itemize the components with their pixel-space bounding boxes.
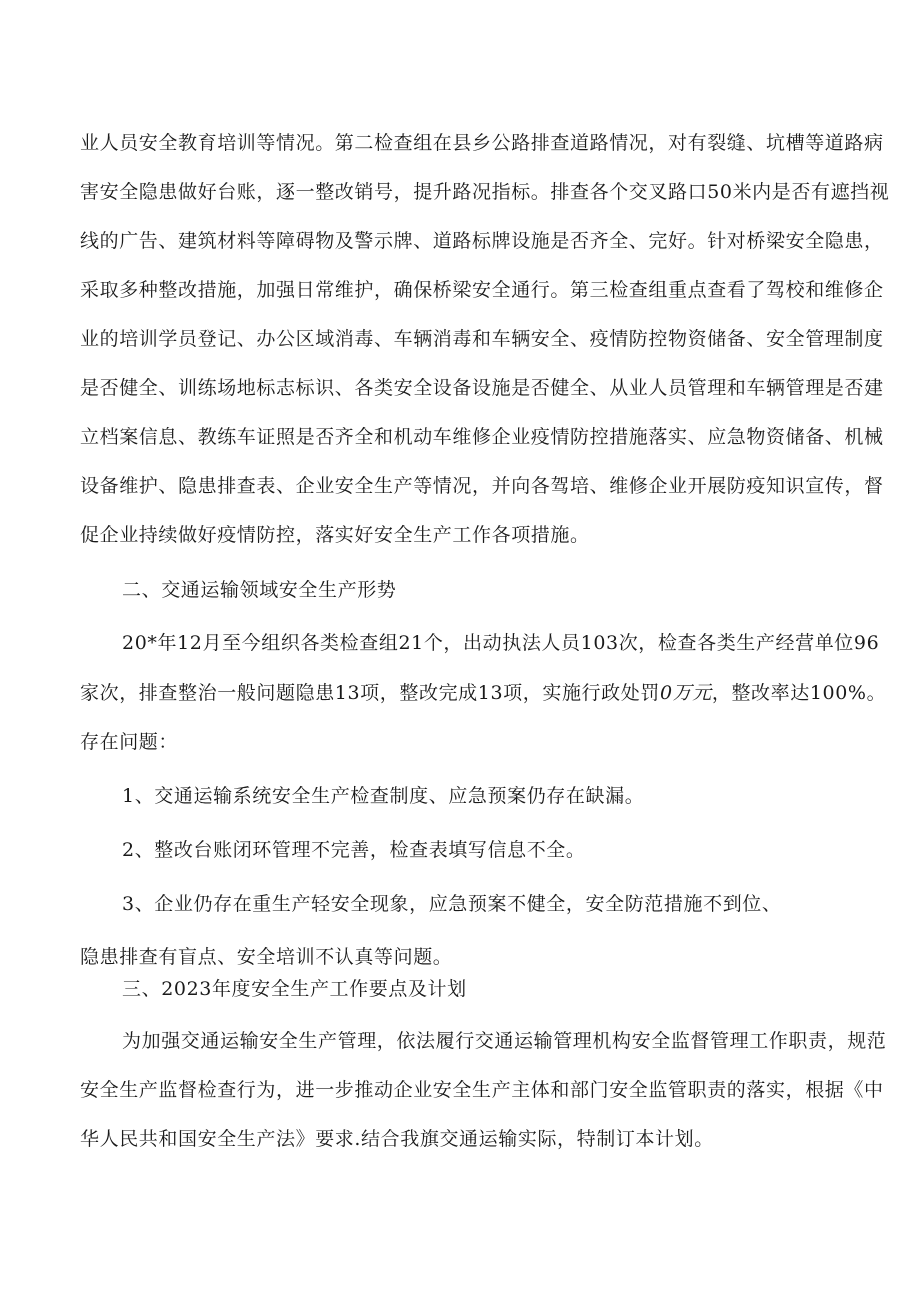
problem-item: 1、交通运输系统安全生产检查制度、应急预案仍存在缺漏。	[122, 785, 645, 807]
problem-item: 3、企业仍存在重生产轻安全现象，应急预案不健全，安全防范措施不到位、	[122, 893, 782, 915]
paragraph-line: 业的培训学员登记、办公区域消毒、车辆消毒和车辆安全、疫情防控物资储备、安全管理制度	[80, 328, 884, 350]
paragraph-line: 线的广告、建筑材料等障碍物及警示牌、道路标牌设施是否齐全、完好。针对桥梁安全隐患，	[80, 230, 884, 252]
paragraph-line: 设备维护、隐患排查表、企业安全生产等情况，并向各驾培、维修企业开展防疫知识宣传，督	[80, 475, 884, 497]
stats-line	[80, 681, 886, 705]
paragraph-line: 安全生产监督检查行为，进一步推动企业安全生产主体和部门安全监管职责的落实，根据《中	[80, 1079, 884, 1101]
paragraph-line: 业人员安全教育培训等情况。第二检查组在县乡公路排查道路情况，对有裂缝、坑槽等道路病	[80, 132, 884, 154]
paragraph-line: 是否健全、训练场地标志标识、各类安全设备设施是否健全、从业人员管理和车辆管理是否建	[80, 377, 884, 399]
problems-label: 存在问题：	[80, 731, 179, 753]
stats-line: 20*年12月至今组织各类检查组21个，出动执法人员103次，检查各类生产经营单位96	[122, 632, 880, 654]
paragraph-line: 为加强交通运输安全生产管理，依法履行交通运输管理机构安全监督管理工作职责，规范	[122, 1030, 887, 1052]
stats-text: ，整改率达100%。	[711, 682, 887, 704]
paragraph-line: 华人民共和国安全生产法》要求.结合我旗交通运输实际，特制订本计划。	[80, 1128, 714, 1150]
paragraph-line: 立档案信息、教练车证照是否齐全和机动车维修企业疫情防控措施落实、应急物资储备、机械	[80, 426, 884, 448]
paragraph-line: 促企业持续做好疫情防控，落实好安全生产工作各项措施。	[80, 524, 590, 546]
penalty-amount: 0万元	[659, 682, 712, 704]
problem-item-continued: 隐患排查有盲点、安全培训不认真等问题。	[80, 946, 453, 968]
problem-item: 2、整改台账闭环管理不完善，检查表填写信息不全。	[122, 839, 586, 861]
section-heading: 二、交通运输领域安全生产形势	[122, 579, 397, 601]
stats-text: 家次，排查整治一般问题隐患13项，整改完成13项，实施行政处罚	[80, 682, 660, 704]
paragraph-line: 害安全隐患做好台账，逐一整改销号，提升路况指标。排查各个交叉路口50米内是否有遮挡视	[80, 181, 890, 203]
paragraph-line: 采取多种整改措施，加强日常维护，确保桥梁安全通行。第三检查组重点查看了驾校和维修企	[80, 279, 884, 301]
section-heading: 三、2023年度安全生产工作要点及计划	[122, 978, 467, 1000]
